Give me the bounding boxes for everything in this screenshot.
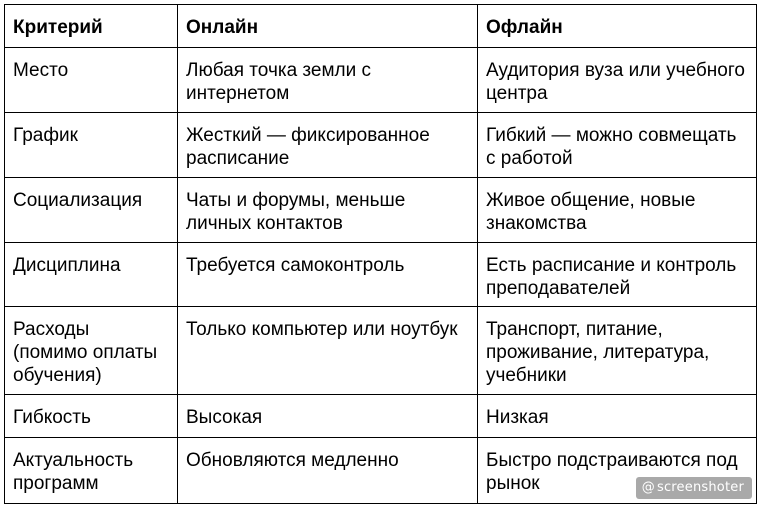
criterion-cell: Актуальность программ bbox=[5, 438, 178, 504]
online-cell: Только компьютер или ноутбук bbox=[178, 307, 478, 395]
offline-cell: Быстро подстраиваются под рынок bbox=[478, 438, 757, 504]
online-cell: Чаты и форумы, меньше личных контактов bbox=[178, 178, 478, 243]
offline-cell: Низкая bbox=[478, 395, 757, 438]
table-row bbox=[5, 48, 757, 113]
comparison-table bbox=[4, 4, 757, 504]
criterion-cell: График bbox=[5, 113, 178, 178]
offline-cell: Живое общение, новые знакомства bbox=[478, 178, 757, 243]
header-row bbox=[5, 5, 757, 48]
at-sign-icon: @ bbox=[641, 480, 655, 495]
table-row bbox=[5, 113, 757, 178]
table-row bbox=[5, 178, 757, 243]
offline-cell: Транспорт, питание, проживание, литература, учебники bbox=[478, 307, 757, 395]
online-cell: Требуется самоконтроль bbox=[178, 243, 478, 307]
offline-cell: Гибкий — можно совмещать с работой bbox=[478, 113, 757, 178]
online-cell: Любая точка земли с интернетом bbox=[178, 48, 478, 113]
table-row bbox=[5, 307, 757, 395]
criterion-cell: Гибкость bbox=[5, 395, 178, 438]
table-row bbox=[5, 395, 757, 438]
header-offline: Офлайн bbox=[478, 5, 757, 48]
criterion-cell: Социализация bbox=[5, 178, 178, 243]
watermark-text: screenshoter bbox=[656, 480, 744, 495]
criterion-cell: Дисциплина bbox=[5, 243, 178, 307]
criterion-cell: Расходы (помимо оплаты обучения) bbox=[5, 307, 178, 395]
screenshoter-watermark bbox=[636, 477, 752, 499]
online-cell: Жесткий — фиксированное расписание bbox=[178, 113, 478, 178]
criterion-cell: Место bbox=[5, 48, 178, 113]
offline-cell: Есть расписание и контроль преподавателей bbox=[478, 243, 757, 307]
table-row bbox=[5, 243, 757, 307]
offline-cell: Аудитория вуза или учебного центра bbox=[478, 48, 757, 113]
header-criterion: Критерий bbox=[5, 5, 178, 48]
online-cell: Обновляются медленно bbox=[178, 438, 478, 504]
header-online: Онлайн bbox=[178, 5, 478, 48]
online-cell: Высокая bbox=[178, 395, 478, 438]
